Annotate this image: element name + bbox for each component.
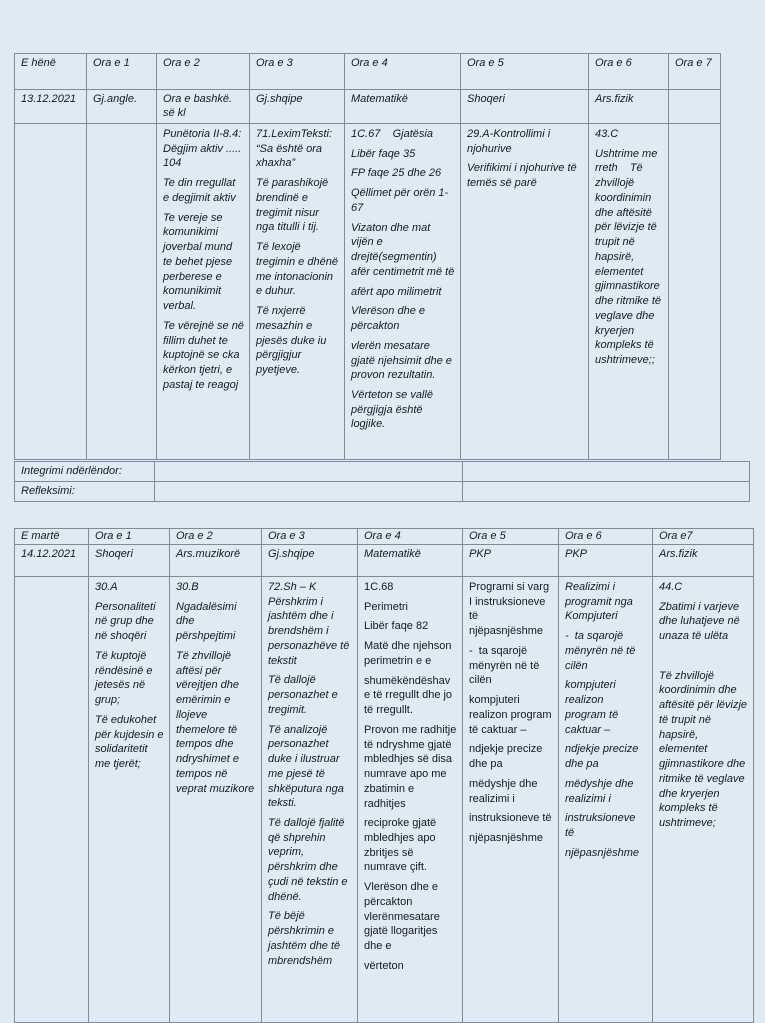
tuesday-date: 14.12.2021 (15, 545, 89, 577)
tuesday-hour-header-5: Ora e 5 (463, 529, 559, 545)
monday-hour-header-5: Ora e 5 (461, 54, 589, 90)
tuesday-day-label: E martë (15, 529, 89, 545)
tuesday-subject-2: Ars.muzikorë (170, 545, 262, 577)
tuesday-lesson-cell-4: 1C.68 Perimetri Libër faqe 82 Matë dhe njehson perimetrin e e shumëkëndëshav e të rregullt dhe jo të rregullt. Provon me radhitje të ndryshme gjatë mbledhjes së disa numrave apo me zbatimin e radhitjes reciproke gjatë mbledhjes apo zbritjes së numrave çift. Vlerëson dhe e përcakton vlerënmesatare gjatë llogaritjes dhe e vërteton (358, 577, 463, 1023)
tuesday-subject-1: Shoqeri (89, 545, 170, 577)
tuesday-subject-4: Matematikë (358, 545, 463, 577)
monday-hour-header-4: Ora e 4 (345, 54, 461, 90)
monday-lesson-cell-7 (669, 124, 721, 460)
integrimi-row (15, 462, 750, 482)
monday-subject-2: Ora e bashkë. së kl (157, 90, 250, 124)
tuesday-empty-cell (15, 577, 89, 1023)
monday-subject-6: Ars.fizik (589, 90, 669, 124)
tuesday-subject-7: Ars.fizik (653, 545, 754, 577)
monday-table (14, 53, 721, 460)
integrimi-value-field-2 (463, 462, 750, 482)
tuesday-hour-header-3: Ora e 3 (262, 529, 358, 545)
tuesday-hour-header-7: Ora e7 (653, 529, 754, 545)
tuesday-table (14, 528, 754, 1023)
refleksimi-value-field-2 (463, 482, 750, 502)
monday-subject-3: Gj.shqipe (250, 90, 345, 124)
monday-hour-header-1: Ora e 1 (87, 54, 157, 90)
monday-subject-row (15, 90, 721, 124)
tuesday-lesson-cell-1: 30.A Personaliteti në grup dhe në shoqëri Të kuptojë rëndësinë e jetesës në grup; Të edukohet për kujdesin e solidaritetit me tjerët; (89, 577, 170, 1023)
tuesday-subject-6: PKP (559, 545, 653, 577)
monday-subject-5: Shoqeri (461, 90, 589, 124)
tuesday-lesson-cell-3: 72.Sh – K Përshkrim i jashtëm dhe i brendshëm i personazhëve të tekstit Të dallojë personazhet e tregimit. Të analizojë personazhet duke i ilustruar me pjesë të shkëputura nga teksti. Të dallojë fjalitë që shprehin veprim, përshkrim dhe çudi në tekstin e dhënë. Të bëjë përshkrimin e jashtëm dhe të mbrendshëm (262, 577, 358, 1023)
integrimi-value-field (155, 462, 463, 482)
monday-hour-header-7: Ora e 7 (669, 54, 721, 90)
tuesday-hour-header-1: Ora e 1 (89, 529, 170, 545)
tuesday-lesson-cell-5: Programi si varg I instruksioneve të njëpasnjëshme - ta sqarojë mënyrën në të cilën kompjuteri realizon program të caktuar – ndjekje precize dhe pa mëdyshje dhe realizimi i instruksioneve të njëpasnjëshme (463, 577, 559, 1023)
monday-lesson-cell-5: 29.A-Kontrollimi i njohurive Verifikimi i njohurive të temës së parë (461, 124, 589, 460)
refleksimi-value-field (155, 482, 463, 502)
tuesday-hour-header-2: Ora e 2 (170, 529, 262, 545)
tuesday-content-row (15, 577, 754, 1023)
monday-content-row (15, 124, 721, 460)
tuesday-lesson-cell-2: 30.B Ngadalësimi dhe përshpejtimi Të zhvillojë aftësi për vërejtjen dhe emërimin e llojeve themelore të tempos dhe ndryshimet e tempos në veprat muzikore (170, 577, 262, 1023)
monday-subject-7 (669, 90, 721, 124)
monday-day-label: E hënë (15, 54, 87, 90)
monday-hour-header-3: Ora e 3 (250, 54, 345, 90)
tuesday-subject-3: Gj.shqipe (262, 545, 358, 577)
monday-subject-1: Gj.angle. (87, 90, 157, 124)
refleksimi-row (15, 482, 750, 502)
refleksimi-label: Refleksimi: (15, 482, 155, 502)
tuesday-lesson-cell-6: Realizimi i programit nga Kompjuteri - ta sqarojë mënyrën në të cilën kompjuteri realizon program të caktuar – ndjekje precize dhe pa mëdyshje dhe realizimi i instruksioneve të njëpasnjëshme (559, 577, 653, 1023)
monday-lesson-cell-2: Punëtoria II-8.4: Dëgjim aktiv ..... 104 Te din rregullat e degjimit aktiv Te vereje se komunikimi joverbal mund te behet pjese perberese e komunikimit verbal. Te vërejnë se në fillim duhet te kuptojnë se cka kërkon tjetri, e pastaj te reagoj (157, 124, 250, 460)
monday-empty-cell (15, 124, 87, 460)
tuesday-hour-header-6: Ora e 6 (559, 529, 653, 545)
monday-hour-header-6: Ora e 6 (589, 54, 669, 90)
monday-subject-4: Matematikë (345, 90, 461, 124)
tuesday-header-row (15, 529, 754, 545)
monday-lesson-cell-6: 43.C Ushtrime me rreth Të zhvillojë koordinimin dhe aftësitë për lëvizje të trupit në hapsirë, elementet gjimnastikore dhe ritmike të veglave dhe kryerjen kompleks të ushtrimeve;; (589, 124, 669, 460)
monday-hour-header-2: Ora e 2 (157, 54, 250, 90)
monday-header-row (15, 54, 721, 90)
monday-date: 13.12.2021 (15, 90, 87, 124)
tuesday-hour-header-4: Ora e 4 (358, 529, 463, 545)
tuesday-subject-row (15, 545, 754, 577)
monday-lesson-cell-1 (87, 124, 157, 460)
tuesday-lesson-cell-7: 44.C Zbatimi i varjeve dhe luhatjeve në unaza të ulëta Të zhvillojë koordinimin dhe aftësitë për lëvizje të trupit në hapsirë, elementet gjimnastikore dhe ritmike të veglave dhe kryerjen kompleks të ushtrimeve; (653, 577, 754, 1023)
monday-lesson-cell-4: 1C.67 Gjatësia Libër faqe 35 FP faqe 25 dhe 26 Qëllimet për orën 1-67 Vizaton dhe mat vijën e drejtë(segmentin) afër centimetrit më të afërt apo milimetrit Vlerëson dhe e përcakton vlerën mesatare gjatë njehsimit dhe e provon rezultatin. Vërteton se vallë përgjigja është logjike. (345, 124, 461, 460)
tuesday-subject-5: PKP (463, 545, 559, 577)
monday-lesson-cell-3: 71.LeximTeksti: “Sa është ora xhaxha” Të parashikojë brendinë e tregimit nisur nga titulli i tij. Të lexojë tregimin e dhënë me intonacionin e duhur. Të nxjerrë mesazhin e pjesës duke iu përgjigjur pyetjeve. (250, 124, 345, 460)
integrimi-label: Integrimi ndërlëndor: (15, 462, 155, 482)
monday-footer-table (14, 461, 750, 502)
